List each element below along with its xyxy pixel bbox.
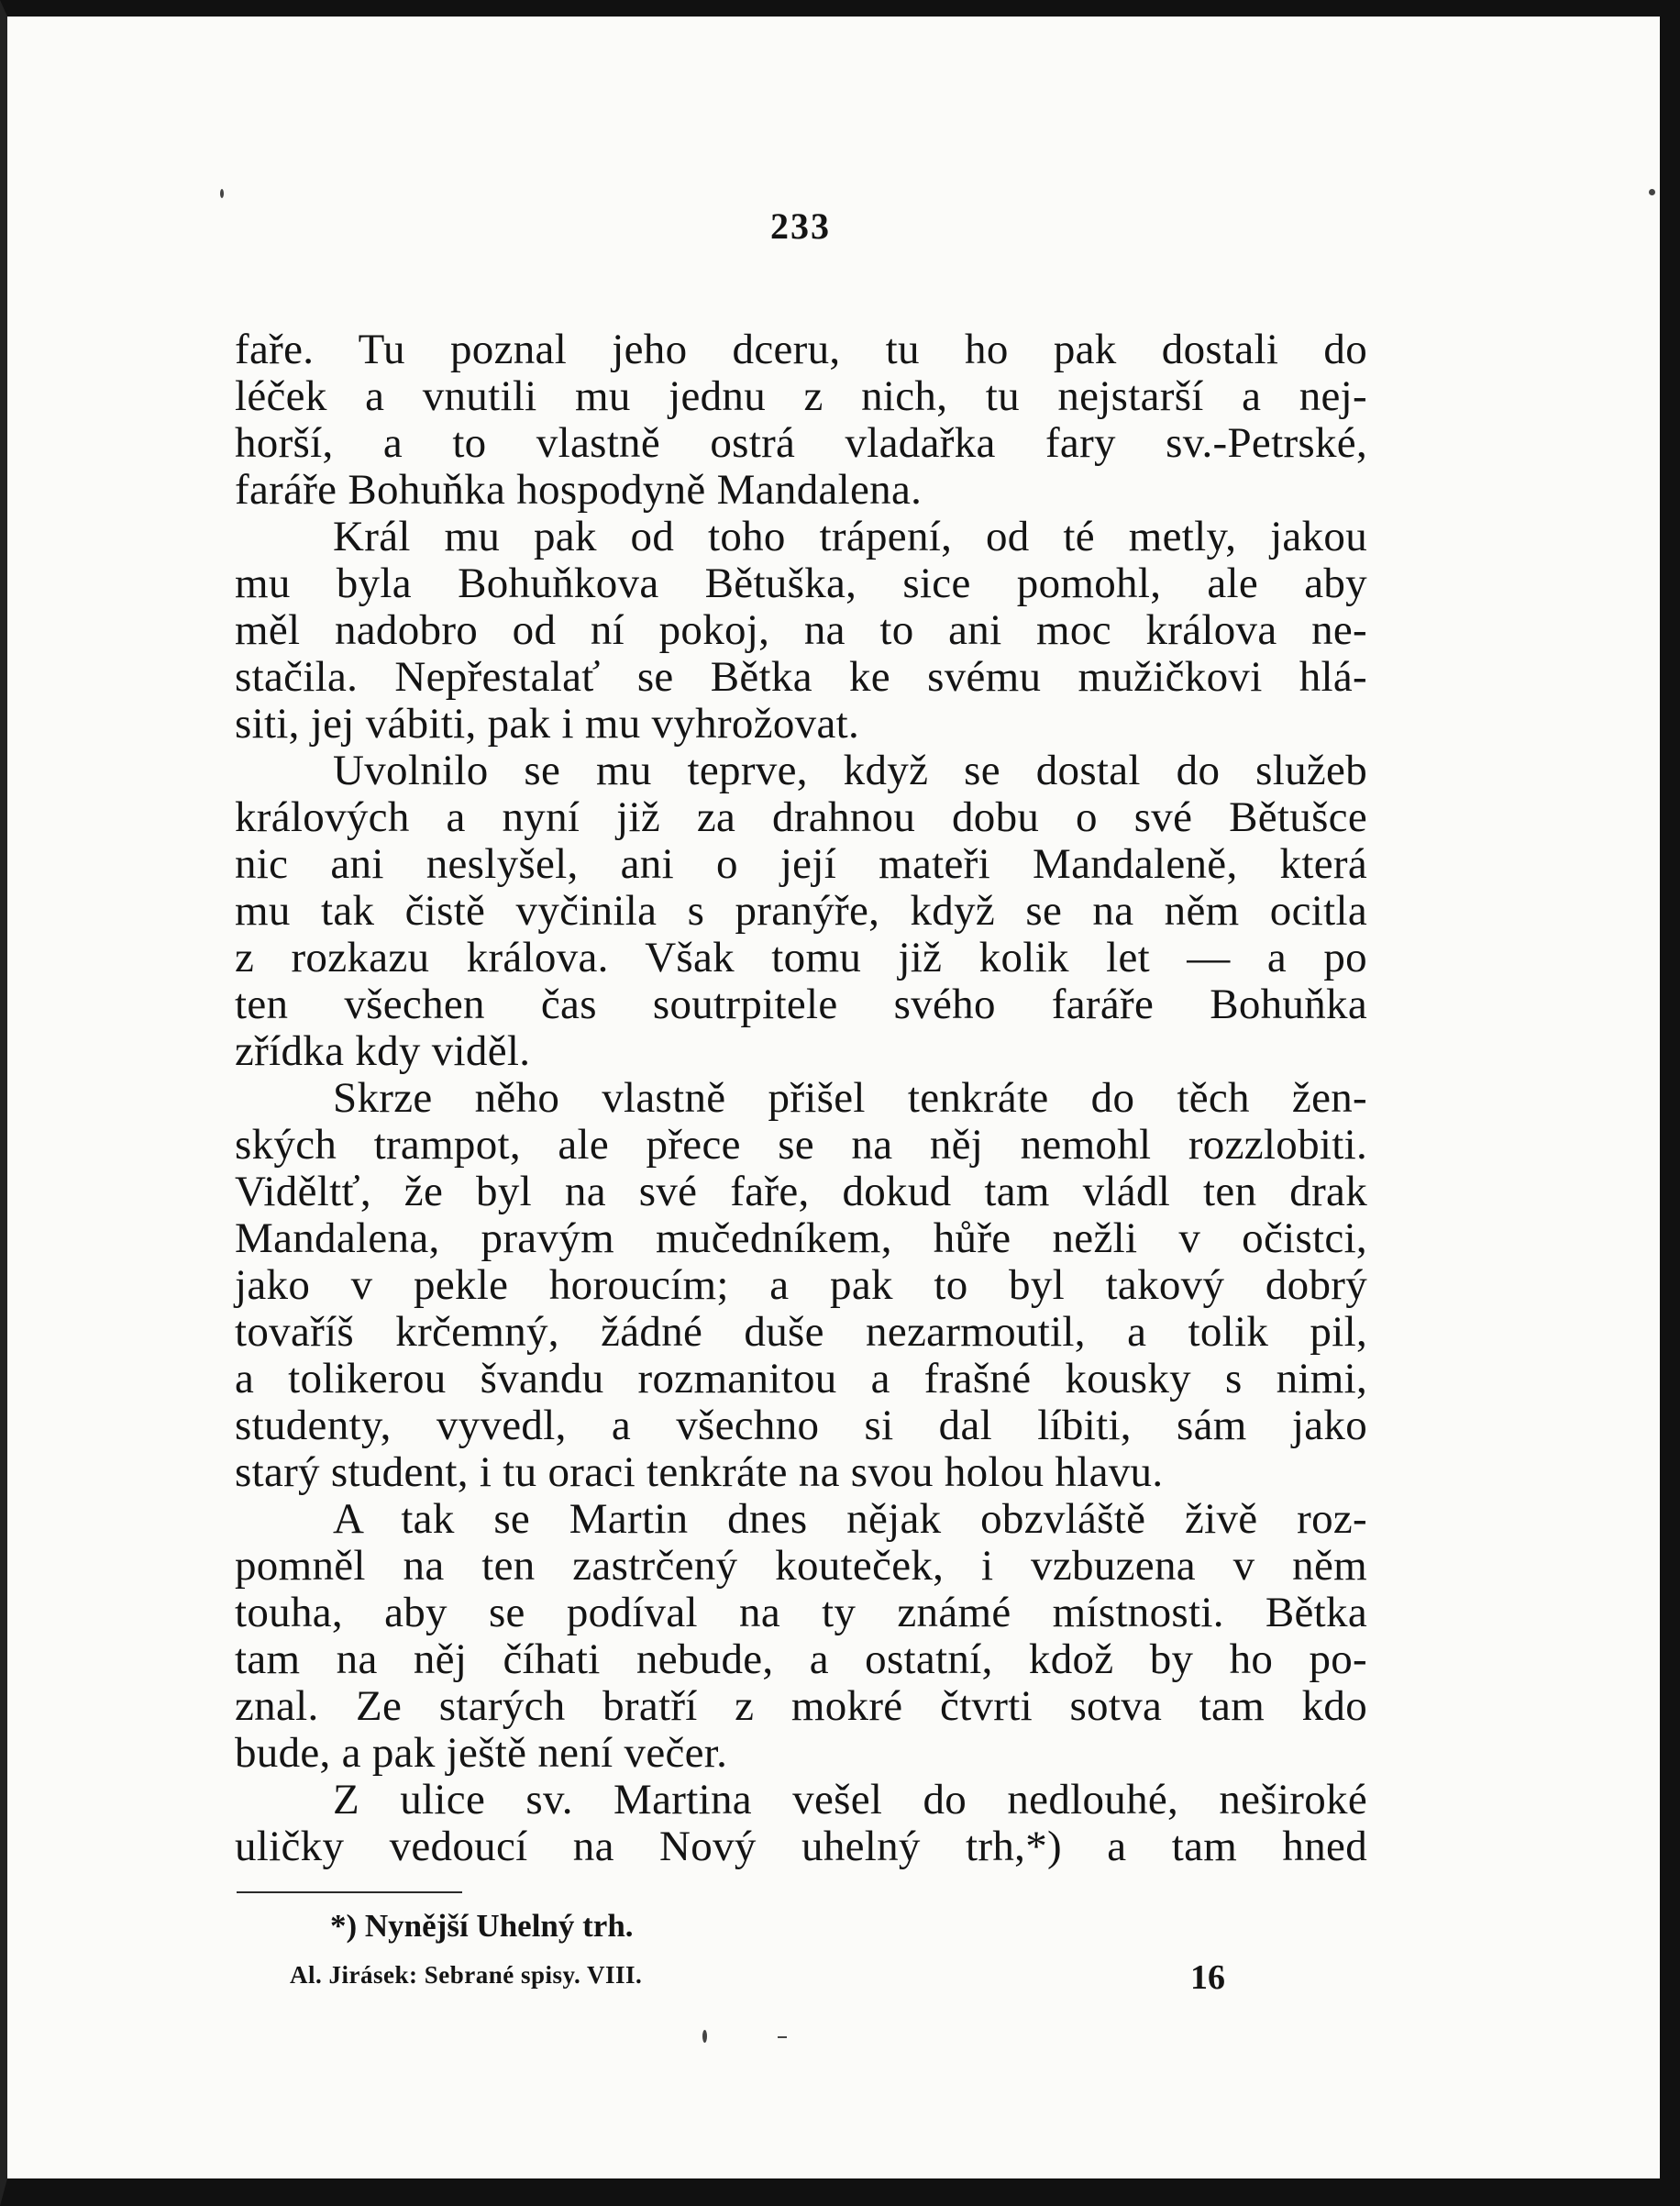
text-line: Mandalena, pravým mučedníkem, hůře nežli v očistci, (235, 1214, 1367, 1262)
text-line: faráře Bohuňka hospodyně Mandalena. (235, 466, 923, 514)
text-line: stačila. Nepřestalať se Bětka ke svému mužičkovi hlá- (235, 653, 1367, 701)
text-line: touha, aby se podíval na ty známé místnosti. Bětka (235, 1589, 1367, 1636)
page-number: 233 (770, 205, 831, 247)
running-footer: Al. Jirásek: Sebrané spisy. VIII. (290, 1961, 643, 1989)
text-line: zřídka kdy viděl. (235, 1027, 531, 1075)
body-text (235, 327, 1367, 1870)
text-line: tovaříš krčemný, žádné duše nezarmoutil, a tolik pil, (235, 1308, 1367, 1356)
scan-speck (220, 189, 224, 198)
text-line: a tolikerou švandu rozmanitou a frašné kousky s nimi, (235, 1355, 1367, 1402)
text-line: Král mu pak od toho trápení, od té metly, jakou (333, 513, 1367, 560)
text-line: mu tak čistě vyčinila s pranýře, když se na něm ocitla (235, 887, 1367, 935)
text-line: měl nadobro od ní pokoj, na to ani moc králova ne- (235, 606, 1367, 654)
text-line: mu byla Bohuňkova Bětuška, sice pomohl, ale aby (235, 560, 1367, 607)
text-line: znal. Ze starých bratří z mokré čtvrti sotva tam kdo (235, 1682, 1367, 1730)
text-line: pomněl na ten zastrčený koutеček, i vzbuzena v něm (235, 1542, 1367, 1590)
text-line: siti, jej vábiti, pak i mu vyhrožovat. (235, 700, 860, 748)
scan-speck (1649, 189, 1655, 195)
text-line: nic ani neslyšel, ani o její mateři Mandaleně, která (235, 840, 1367, 888)
scan-speck (702, 2030, 707, 2043)
signature-mark: 16 (1190, 1958, 1225, 1997)
text-line: ských trampot, ale přece se na něj nemohl rozzlobiti. (235, 1121, 1367, 1169)
text-line: uličky vedoucí na Nový uhelný trh,*) a tam hned (235, 1823, 1367, 1870)
text-line: králových a nyní již za drahnou dobu o své Bětušce (235, 793, 1367, 841)
text-line: Z ulice sv. Martina vešel do nedlouhé, neširoké (333, 1776, 1367, 1824)
text-line: z rozkazu králova. Však tomu již kolik let — a po (235, 934, 1367, 981)
footnote: *) Nynější Uhelný trh. (330, 1908, 634, 1944)
text-line: starý student, i tu oraci tenkráte na svou holou hlavu. (235, 1448, 1164, 1496)
text-line: bude, a pak ještě není večer. (235, 1729, 728, 1777)
text-line: Skrze něho vlastně přišel tenkráte do těch žen- (333, 1074, 1367, 1122)
scan-speck (778, 2036, 787, 2038)
text-line: Uvolnilo se mu teprve, když se dostal do služeb (333, 747, 1367, 794)
text-line: studenty, vyvedl, a všechno si dal líbiti, sám jako (235, 1402, 1367, 1449)
text-line: jako v pekle horoucím; a pak to byl takový dobrý (235, 1261, 1367, 1309)
text-line: Viděltť, že byl na své faře, dokud tam vládl ten drak (235, 1168, 1367, 1215)
text-line: ten všechen čas soutrpitele svého faráře Bohuňka (235, 981, 1367, 1028)
text-line: tam na něj číhati nebude, a ostatní, kdož by ho po- (235, 1635, 1367, 1683)
footnote-divider (237, 1891, 462, 1893)
text-line: horší, a to vlastně ostrá vladařka fary sv.-Petrské, (235, 419, 1367, 467)
text-line: faře. Tu poznal jeho dceru, tu ho pak dostali do (235, 326, 1367, 373)
text-line: A tak se Martin dnes nějak obzvláště živě roz- (333, 1495, 1367, 1543)
text-line: léček a vnutili mu jednu z nich, tu nejstarší a nej- (235, 372, 1367, 420)
